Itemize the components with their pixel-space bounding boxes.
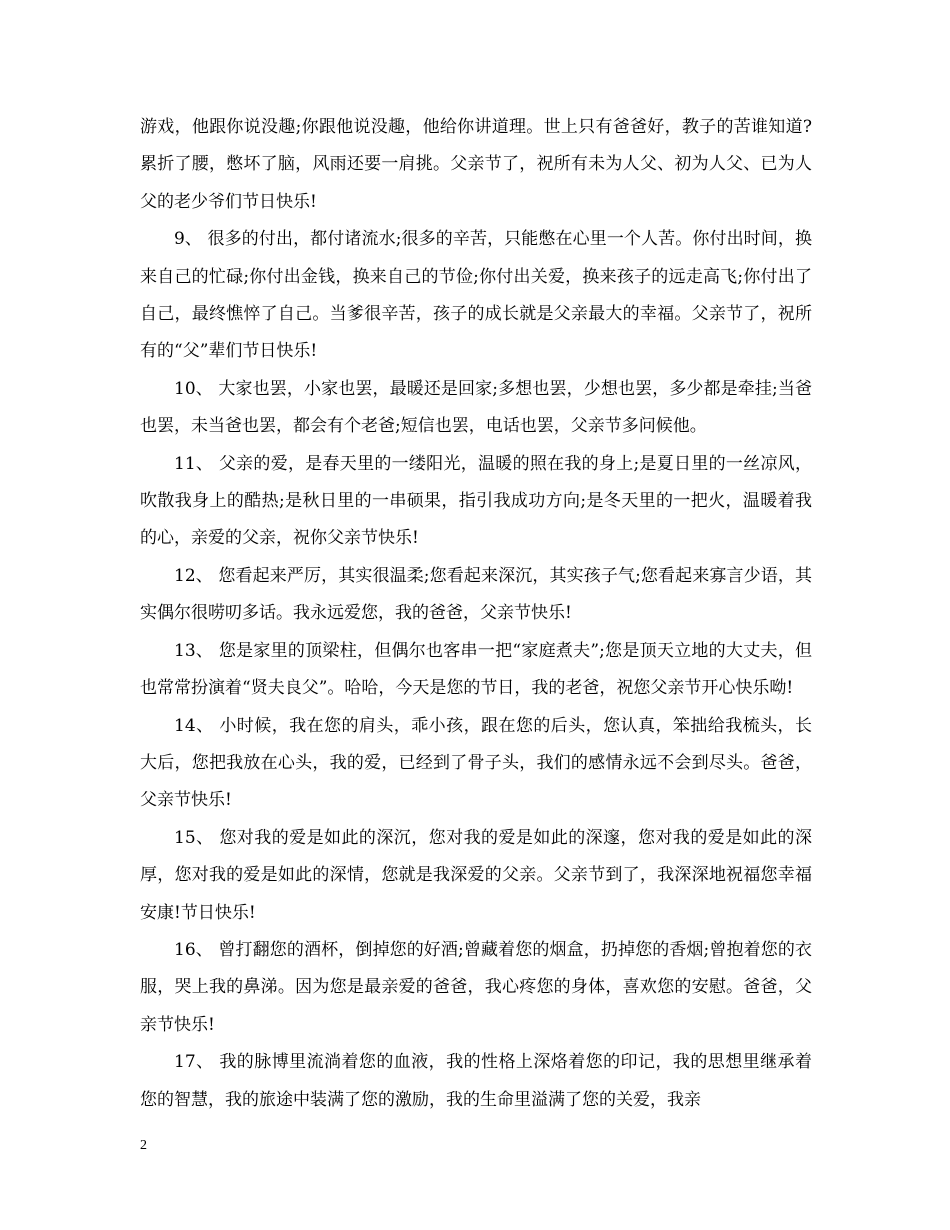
document-body [140,109,812,1119]
paragraph-item-13: 13、 您是家里的顶梁柱，但偶尔也客串一把“家庭煮夫”;您是顶天立地的大丈夫，但也常常扮演着“贤夫良父”。哈哈，今天是您的节日，我的老爸，祝您父亲节开心快乐呦! [140,640,812,699]
page-number: 2 [140,1138,147,1153]
paragraph-item-16: 16、 曾打翻您的酒杯，倒掉您的好酒;曾藏着您的烟盒，扔掉您的香烟;曾抱着您的衣服，哭上我的鼻涕。因为您是最亲爱的爸爸，我心疼您的身体，喜欢您的安慰。爸爸，父亲节快乐! [140,939,812,1035]
paragraph-item-9: 9、 很多的付出，都付诸流水;很多的辛苦，只能憋在心里一个人苦。你付出时间，换来自己的忙碌;你付出金钱，换来自己的节俭;你付出关爱，换来孩子的远走高飞;你付出了自己，最终憔悴了自己。当爹很辛苦，孩子的成长就是父亲最大的幸福。父亲节了，祝所有的“父”辈们节日快乐! [140,229,812,362]
paragraph-item-14: 14、 小时候，我在您的肩头，乖小孩，跟在您的后头，您认真，笨拙给我梳头，长大后，您把我放在心头，我的爱，已经到了骨子头，我们的感情永远不会到尽头。爸爸，父亲节快乐! [140,715,812,811]
paragraph-item-15: 15、 您对我的爱是如此的深沉，您对我的爱是如此的深邃，您对我的爱是如此的深厚，您对我的爱是如此的深情，您就是我深爱的父亲。父亲节到了，我深深地祝福您幸福安康!节日快乐! [140,827,812,923]
paragraph-item-11: 11、 父亲的爱，是春天里的一缕阳光，温暖的照在我的身上;是夏日里的一丝凉风，吹散我身上的酷热;是秋日里的一串硕果，指引我成功方向;是冬天里的一把火，温暖着我的心，亲爱的父亲，祝你父亲节快乐! [140,453,812,549]
paragraph-item-17: 17、 我的脉博里流淌着您的血液，我的性格上深烙着您的印记，我的思想里继承着您的智慧，我的旅途中装满了您的激励，我的生命里溢满了您的关爱，我亲 [140,1052,812,1110]
paragraph-item-12: 12、 您看起来严厉，其实很温柔;您看起来深沉，其实孩子气;您看起来寡言少语，其实偶尔很唠叨多话。我永远爱您，我的爸爸，父亲节快乐! [140,565,812,624]
paragraph-continuation: 游戏，他跟你说没趣;你跟他说没趣，他给你讲道理。世上只有爸爸好，教子的苦谁知道?累折了腰，憋坏了脑，风雨还要一肩挑。父亲节了，祝所有未为人父、初为人父、已为人父的老少爷们节日快乐! [140,117,812,212]
paragraph-item-10: 10、 大家也罢，小家也罢，最暖还是回家;多想也罢，少想也罢，多少都是牵挂;当爸也罢，未当爸也罢，都会有个老爸;短信也罢，电话也罢，父亲节多问候他。 [140,378,812,437]
